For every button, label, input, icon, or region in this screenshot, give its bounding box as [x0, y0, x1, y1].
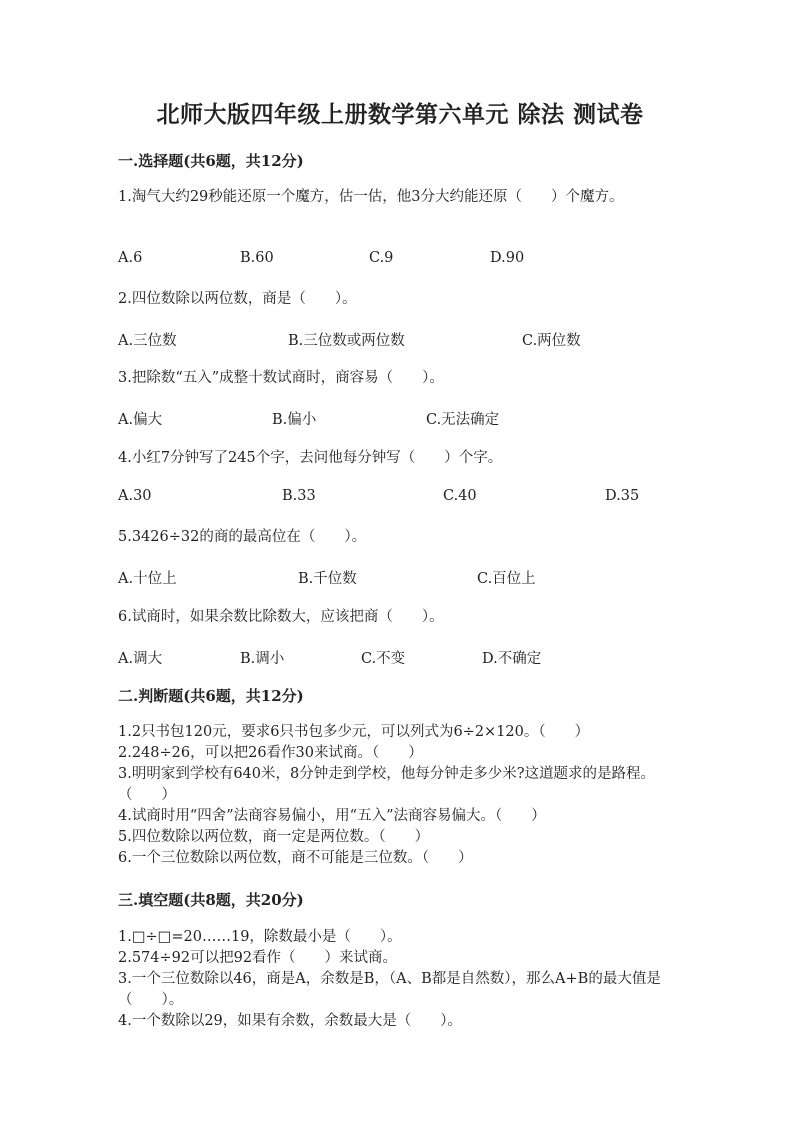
option-b: B.33	[282, 488, 316, 504]
option-c: C.40	[443, 488, 477, 504]
judge-item-3: 3.明明家到学校有640米，8分钟走到学校，他每分钟走多少米?这道题求的是路程。（ ）	[118, 766, 656, 803]
fill-item-4: 4.一个数除以29，如果有余数，余数最大是（ ）。	[118, 1013, 463, 1029]
option-a: A.三位数	[118, 333, 177, 349]
judge-item-2: 2.248÷26，可以把26看作30来试商。（ ）	[118, 745, 423, 761]
option-a: A.调大	[118, 651, 163, 667]
judge-item-5: 5.四位数除以两位数，商一定是两位数。（ ）	[118, 829, 430, 845]
fill-item-2: 2.574÷92可以把92看作（ ）来试商。	[118, 950, 398, 966]
option-c: C.无法确定	[426, 412, 500, 428]
judge-item-1: 1.2只书包120元，要求6只书包多少元，可以列式为6÷2×120。（ ）	[118, 724, 590, 740]
option-d: D.不确定	[482, 651, 542, 667]
option-a: A.偏大	[118, 412, 163, 428]
question-1: 1.淘气大约29秒能还原一个魔方，估一估，他3分大约能还原（ ）个魔方。	[118, 189, 624, 205]
section-heading-fill: 三.填空题(共8题，共20分)	[118, 891, 304, 909]
option-b: B.调小	[240, 651, 285, 667]
question-6: 6.试商时，如果余数比除数大，应该把商（ ）。	[118, 609, 444, 625]
option-c: C.两位数	[522, 333, 581, 349]
page-title: 北师大版四年级上册数学第六单元 除法 测试卷	[156, 101, 644, 128]
option-a: A.6	[118, 250, 143, 266]
option-c: C.不变	[361, 651, 406, 667]
option-a: A.30	[118, 488, 152, 504]
section-heading-judge: 二.判断题(共6题，共12分)	[118, 687, 304, 705]
section-heading-choice: 一.选择题(共6题，共12分)	[118, 152, 304, 170]
judge-item-6: 6.一个三位数除以两位数，商不可能是三位数。（ ）	[118, 850, 473, 866]
question-3: 3.把除数“五入”成整十数试商时，商容易（ ）。	[118, 370, 444, 386]
fill-item-3: 3.一个三位数除以46，商是A，余数是B，（A、B都是自然数），那么A+B的最大值是（ ）。	[118, 971, 661, 1008]
option-b: B.千位数	[298, 571, 357, 587]
option-b: B.60	[240, 250, 274, 266]
option-d: D.90	[490, 250, 525, 266]
judge-item-4: 4.试商时用“四舍”法商容易偏小，用“五入”法商容易偏大。（ ）	[118, 808, 546, 824]
fill-item-1: 1.□÷□=20……19，除数最小是（ ）。	[118, 929, 402, 945]
question-4: 4.小红7分钟写了245个字，去问他每分钟写（ ）个字。	[118, 450, 503, 466]
question-5: 5.3426÷32的商的最高位在（ ）。	[118, 529, 367, 545]
option-c: C.百位上	[477, 571, 536, 587]
option-d: D.35	[605, 488, 640, 504]
question-2: 2.四位数除以两位数，商是（ ）。	[118, 291, 357, 307]
option-b: B.三位数或两位数	[288, 333, 405, 349]
option-c: C.9	[369, 250, 394, 266]
option-a: A.十位上	[118, 571, 177, 587]
option-b: B.偏小	[272, 412, 317, 428]
